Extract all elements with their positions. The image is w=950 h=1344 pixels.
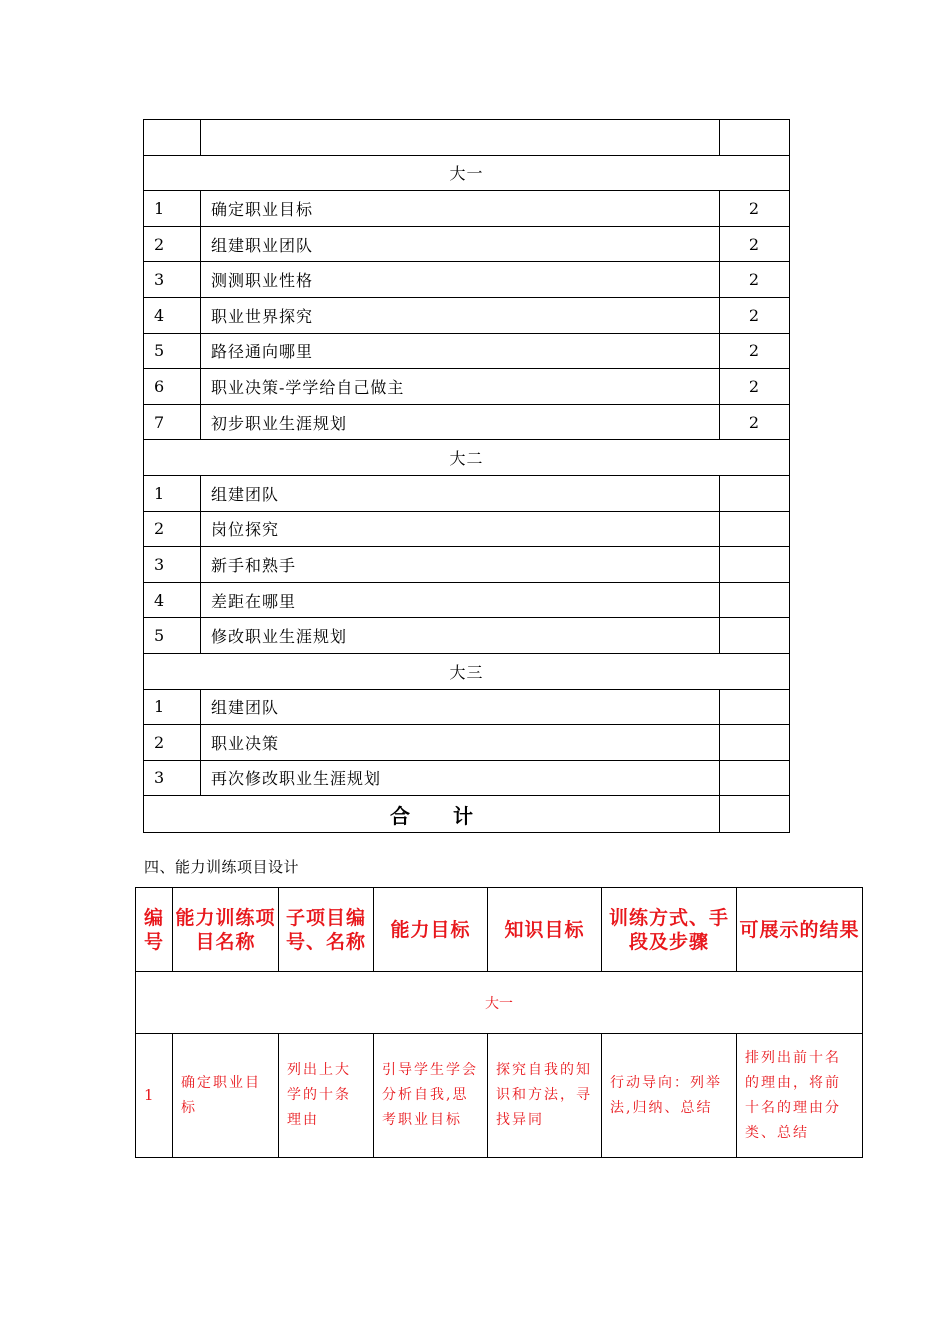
table-row bbox=[144, 511, 790, 547]
row-number: 2 bbox=[144, 226, 201, 262]
row-name: 岗位探究 bbox=[201, 511, 720, 547]
row-number: 4 bbox=[144, 582, 201, 618]
table-row bbox=[144, 582, 790, 618]
row-number: 1 bbox=[144, 191, 201, 227]
header-subproject: 子项目编号、名称 bbox=[279, 888, 374, 972]
row-number: 5 bbox=[144, 618, 201, 654]
section-row bbox=[144, 155, 790, 191]
table-row bbox=[144, 475, 790, 511]
row-name: 组建团队 bbox=[201, 475, 720, 511]
row-number: 3 bbox=[144, 547, 201, 583]
table-row bbox=[144, 689, 790, 725]
header-number: 编号 bbox=[136, 888, 173, 972]
row-hours bbox=[720, 511, 790, 547]
header-ability-goal: 能力目标 bbox=[374, 888, 488, 972]
row-number: 3 bbox=[144, 760, 201, 796]
table-row bbox=[144, 725, 790, 761]
row-hours bbox=[720, 760, 790, 796]
section-caption: 四、能力训练项目设计 bbox=[144, 858, 300, 876]
row-name: 再次修改职业生涯规划 bbox=[201, 760, 720, 796]
section-title: 大二 bbox=[144, 440, 790, 476]
row-name: 新手和熟手 bbox=[201, 547, 720, 583]
row-ability-goal: 引导学生学会分析自我,思考职业目标 bbox=[374, 1034, 488, 1158]
row-hours: 2 bbox=[720, 226, 790, 262]
row-hours: 2 bbox=[720, 333, 790, 369]
row-name: 组建团队 bbox=[201, 689, 720, 725]
row-name: 测测职业性格 bbox=[201, 262, 720, 298]
table-row bbox=[144, 404, 790, 440]
row-hours bbox=[720, 547, 790, 583]
section-row bbox=[144, 440, 790, 476]
row-number: 5 bbox=[144, 333, 201, 369]
total-row bbox=[144, 796, 790, 833]
table-row bbox=[144, 618, 790, 654]
row-hours: 2 bbox=[720, 369, 790, 405]
row-name: 差距在哪里 bbox=[201, 582, 720, 618]
row-result: 排列出前十名的理由，将前十名的理由分类、总结 bbox=[737, 1034, 863, 1158]
row-number: 1 bbox=[144, 475, 201, 511]
row-number: 2 bbox=[144, 511, 201, 547]
row-name: 路径通向哪里 bbox=[201, 333, 720, 369]
header-number-cell bbox=[144, 120, 201, 156]
section-title: 大三 bbox=[144, 653, 790, 689]
row-subproject: 列出上大学的十条理由 bbox=[279, 1034, 374, 1158]
row-hours: 2 bbox=[720, 297, 790, 333]
row-project-name: 确定职业目标 bbox=[173, 1034, 279, 1158]
row-knowledge-goal: 探究自我的知识和方法，寻找异同 bbox=[488, 1034, 602, 1158]
row-name: 职业决策 bbox=[201, 725, 720, 761]
row-hours: 2 bbox=[720, 404, 790, 440]
row-name: 职业决策-学学给自己做主 bbox=[201, 369, 720, 405]
row-name: 确定职业目标 bbox=[201, 191, 720, 227]
row-hours bbox=[720, 582, 790, 618]
table-row bbox=[144, 262, 790, 298]
header-row bbox=[136, 888, 863, 972]
row-hours: 2 bbox=[720, 262, 790, 298]
row-number: 1 bbox=[136, 1034, 173, 1158]
row-hours bbox=[720, 725, 790, 761]
section-title: 大一 bbox=[144, 155, 790, 191]
table-row bbox=[144, 226, 790, 262]
row-number: 1 bbox=[144, 689, 201, 725]
header-project-name: 能力训练项目名称 bbox=[173, 888, 279, 972]
row-number: 7 bbox=[144, 404, 201, 440]
table-row bbox=[144, 369, 790, 405]
header-result: 可展示的结果 bbox=[737, 888, 863, 972]
row-name: 初步职业生涯规划 bbox=[201, 404, 720, 440]
row-number: 3 bbox=[144, 262, 201, 298]
header-name-cell bbox=[201, 120, 720, 156]
section-row bbox=[144, 653, 790, 689]
table-header-row bbox=[144, 120, 790, 156]
table-row bbox=[136, 1034, 863, 1158]
row-name: 组建职业团队 bbox=[201, 226, 720, 262]
table-row bbox=[144, 297, 790, 333]
header-hours-cell bbox=[720, 120, 790, 156]
header-knowledge-goal: 知识目标 bbox=[488, 888, 602, 972]
row-hours bbox=[720, 475, 790, 511]
total-label: 合 计 bbox=[144, 796, 720, 833]
ability-training-table bbox=[135, 887, 863, 1158]
table-row bbox=[144, 547, 790, 583]
row-number: 2 bbox=[144, 725, 201, 761]
table-row bbox=[144, 760, 790, 796]
header-training-method: 训练方式、手段及步骤 bbox=[602, 888, 737, 972]
section-row bbox=[136, 972, 863, 1034]
total-value bbox=[720, 796, 790, 833]
table-row bbox=[144, 333, 790, 369]
section-title: 大一 bbox=[136, 972, 863, 1034]
row-number: 6 bbox=[144, 369, 201, 405]
row-number: 4 bbox=[144, 297, 201, 333]
row-training-method: 行动导向：列举法,归纳、总结 bbox=[602, 1034, 737, 1158]
course-hours-table bbox=[143, 119, 790, 833]
table-row bbox=[144, 191, 790, 227]
row-hours: 2 bbox=[720, 191, 790, 227]
row-hours bbox=[720, 618, 790, 654]
row-hours bbox=[720, 689, 790, 725]
row-name: 职业世界探究 bbox=[201, 297, 720, 333]
row-name: 修改职业生涯规划 bbox=[201, 618, 720, 654]
